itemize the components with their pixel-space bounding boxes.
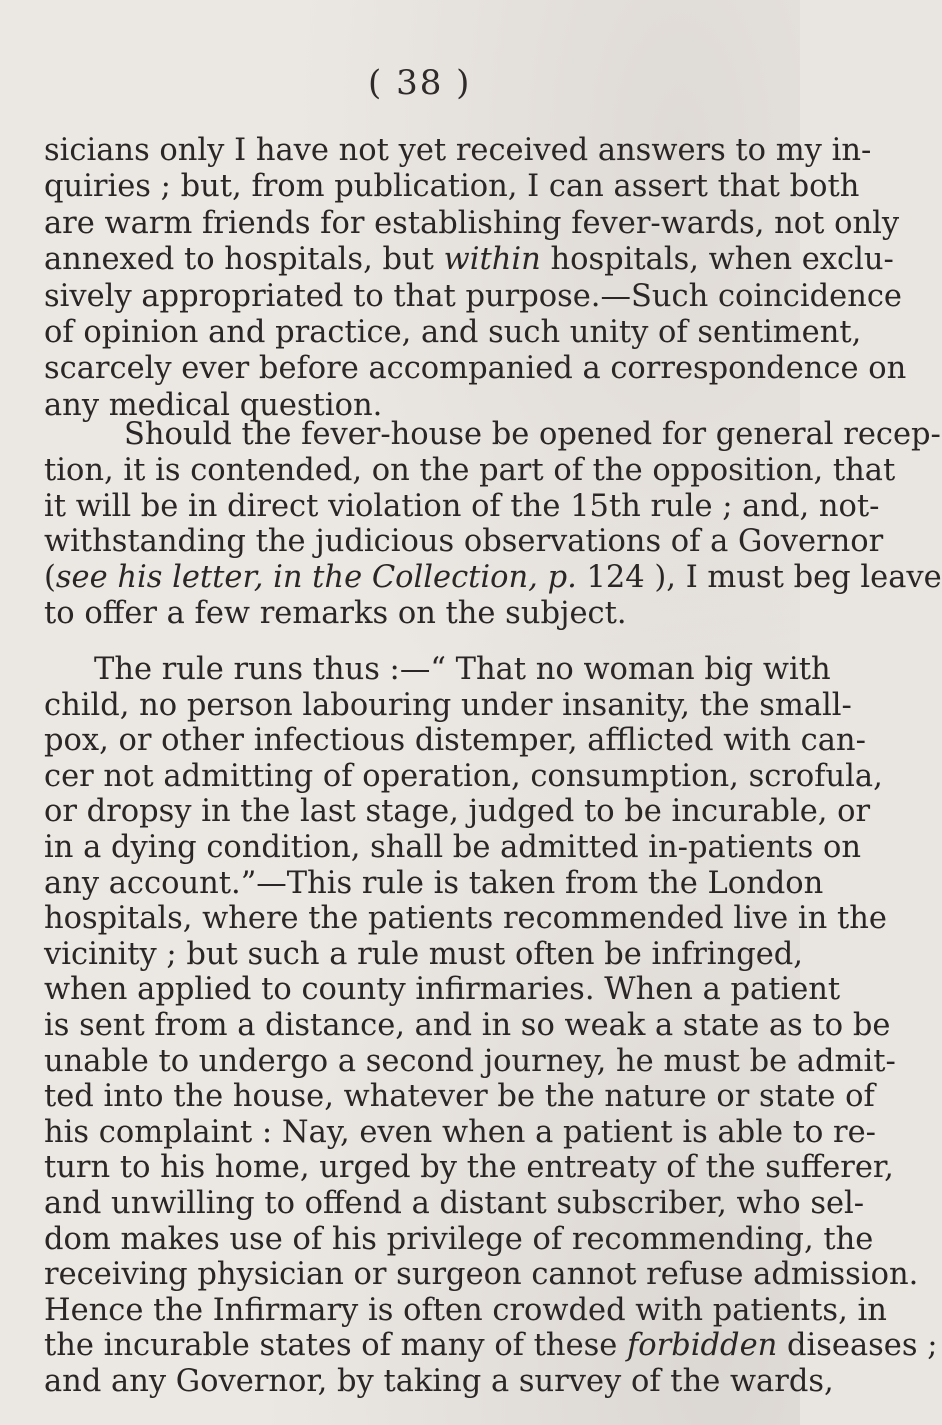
text-segment: in a dying condition, shall be admitted in-patients on	[44, 830, 861, 865]
text-segment: scarcely ever before accompanied a correspondence on	[44, 351, 907, 386]
text-segment: vicinity ; but such a rule must often be infringed,	[44, 937, 804, 972]
text-segment: turn to his home, urged by the entreaty of the sufferer,	[44, 1150, 894, 1185]
text-segment: Should the fever-house be opened for general recep-	[124, 417, 941, 452]
text-line	[44, 1150, 894, 1186]
text-line	[44, 901, 887, 937]
text-segment: his complaint : Nay, even when a patient is able to re-	[44, 1115, 876, 1150]
text-segment: and unwilling to offend a distant subscriber, who sel-	[44, 1186, 865, 1221]
text-line	[124, 417, 941, 453]
text-segment: are warm friends for establishing fever-wards, not only	[44, 206, 900, 241]
text-line	[44, 830, 861, 866]
text-segment: diseases ;	[777, 1328, 938, 1363]
text-segment: unable to undergo a second journey, he must be admit-	[44, 1044, 896, 1079]
text-segment: child, no person labouring under insanity, the small-	[44, 688, 852, 723]
text-line	[44, 1186, 865, 1222]
text-line	[44, 972, 841, 1008]
text-line	[94, 652, 831, 688]
text-segment: pox, or other infectious distemper, afflicted with can-	[44, 723, 866, 758]
italic-text-segment: forbidden	[627, 1328, 778, 1363]
text-line	[44, 794, 871, 830]
italic-text-segment: see his letter, in the Collection, p.	[55, 560, 577, 595]
text-segment: it will be in direct violation of the 15th rule ; and, not-	[44, 489, 880, 524]
text-line	[44, 596, 627, 632]
text-segment: dom makes use of his privilege of recommending, the	[44, 1222, 874, 1257]
text-segment: is sent from a distance, and in so weak a state as to be	[44, 1008, 891, 1043]
text-line	[44, 315, 862, 351]
text-segment: any medical question.	[44, 388, 383, 423]
text-segment: and any Governor, by taking a survey of the wards,	[44, 1364, 834, 1399]
text-line	[44, 1222, 874, 1258]
text-line	[44, 1364, 834, 1400]
text-line	[44, 242, 894, 278]
text-line	[44, 1257, 919, 1293]
text-segment: quiries ; but, from publication, I can assert that both	[44, 169, 860, 204]
text-segment: cer not admitting of operation, consumption, scrofula,	[44, 759, 883, 794]
text-segment: hospitals, where the patients recommended live in the	[44, 901, 887, 936]
text-segment: the incurable states of many of these	[44, 1328, 628, 1363]
text-line	[44, 723, 866, 759]
text-line	[44, 489, 880, 525]
text-segment: to offer a few remarks on the subject.	[44, 596, 627, 631]
text-segment: of opinion and practice, and such unity of sentiment,	[44, 315, 862, 350]
text-line	[44, 560, 942, 596]
text-line	[44, 1328, 938, 1364]
text-line	[44, 133, 872, 169]
text-segment: when applied to county infirmaries. When a patient	[44, 972, 841, 1007]
text-segment: (	[44, 560, 56, 595]
text-line	[44, 351, 907, 387]
text-line	[44, 1044, 896, 1080]
text-line	[44, 759, 883, 795]
page-number: ( 38 )	[368, 63, 472, 103]
text-segment: tion, it is contended, on the part of the opposition, that	[44, 453, 896, 488]
text-line	[44, 453, 896, 489]
text-segment: 124 ), I must beg leave	[576, 560, 942, 595]
text-segment: hospitals, when exclu-	[540, 242, 894, 277]
text-line	[44, 524, 884, 560]
italic-text-segment: within	[443, 242, 541, 277]
text-line	[44, 279, 902, 315]
text-segment: any account.”—This rule is taken from the London	[44, 866, 824, 901]
text-line	[44, 866, 824, 902]
text-line	[44, 937, 804, 973]
text-segment: sicians only I have not yet received answers to my in-	[44, 133, 872, 168]
text-segment: sively appropriated to that purpose.—Such coincidence	[44, 279, 902, 314]
text-segment: ted into the house, whatever be the nature or state of	[44, 1079, 875, 1114]
text-segment: annexed to hospitals, but	[44, 242, 444, 277]
text-line	[44, 169, 860, 205]
text-segment: or dropsy in the last stage, judged to be incurable, or	[44, 794, 871, 829]
text-segment: The rule runs thus :—“ That no woman big with	[94, 652, 831, 687]
text-line	[44, 1008, 891, 1044]
text-line	[44, 1079, 875, 1115]
text-segment: receiving physician or surgeon cannot refuse admission.	[44, 1257, 919, 1292]
text-segment: Hence the Infirmary is often crowded with patients, in	[44, 1293, 887, 1328]
text-segment: withstanding the judicious observations of a Governor	[44, 524, 884, 559]
text-line	[44, 1293, 887, 1329]
text-line	[44, 206, 900, 242]
text-line	[44, 688, 852, 724]
text-line	[44, 1115, 876, 1151]
